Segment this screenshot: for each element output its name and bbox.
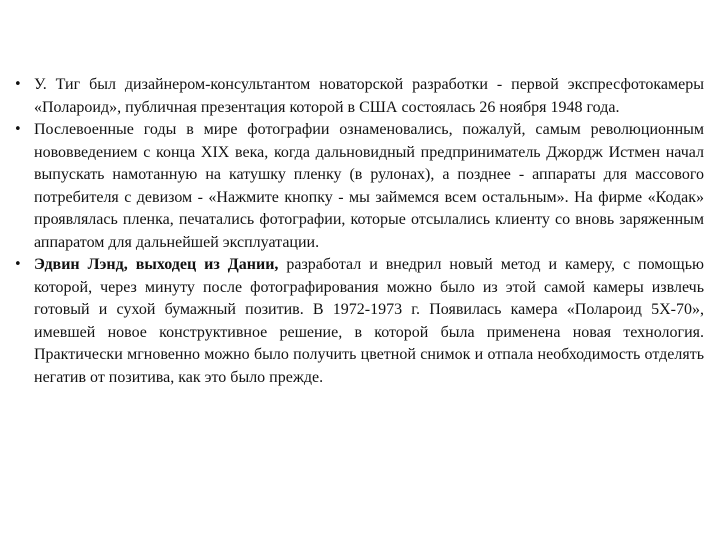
bullet-list: [14, 74, 704, 389]
bullet-marker: •: [14, 257, 22, 272]
bullet-bold-lead: Эдвин Лэнд, выходец из Дании,: [34, 256, 279, 273]
bullet-item-teague: [14, 74, 704, 119]
bullet-item-postwar: [14, 119, 704, 254]
bullet-marker: •: [14, 122, 22, 137]
bullet-text: У. Тиг был дизайнером-консультантом новаторской разработки - первой экспресфотокамеры «Полароид», публичная презентация которой в США состоялась 26 ноября 1948 года.: [34, 76, 704, 116]
bullet-marker: •: [14, 77, 22, 92]
bullet-text: [34, 254, 704, 389]
bullet-text: Послевоенные годы в мире фотографии ознаменовались, пожалуй, самым революционным нововведением с конца XIX века, когда дальновидный предприниматель Джордж Истмен начал выпускать намотанную на катушку пленку (в рулонах), а позднее - аппараты для массового потребителя с девизом - «Нажмите кнопку - мы займемся всем остальным». На фирме «Кодак» проявлялась пленка, печатались фотографии, которые отсылались клиенту со вновь заряженным аппаратом для дальнейшей эксплуатации.: [34, 121, 704, 251]
bullet-body: разработал и внедрил новый метод и камеру, с помощью которой, через минуту после фотографирования можно было из этой самой камеры извлечь готовый и сухой бумажный позитив. В 1972-1973 г. Появилась камера «Полароид 5Х-70», имевшей новое конструктивное решение, в которой была применена новая технология. Практически мгновенно можно было получить цветной снимок и отпала необходимость отделять негатив от позитива, как это было прежде.: [34, 256, 705, 386]
bullet-item-land: [14, 254, 704, 389]
